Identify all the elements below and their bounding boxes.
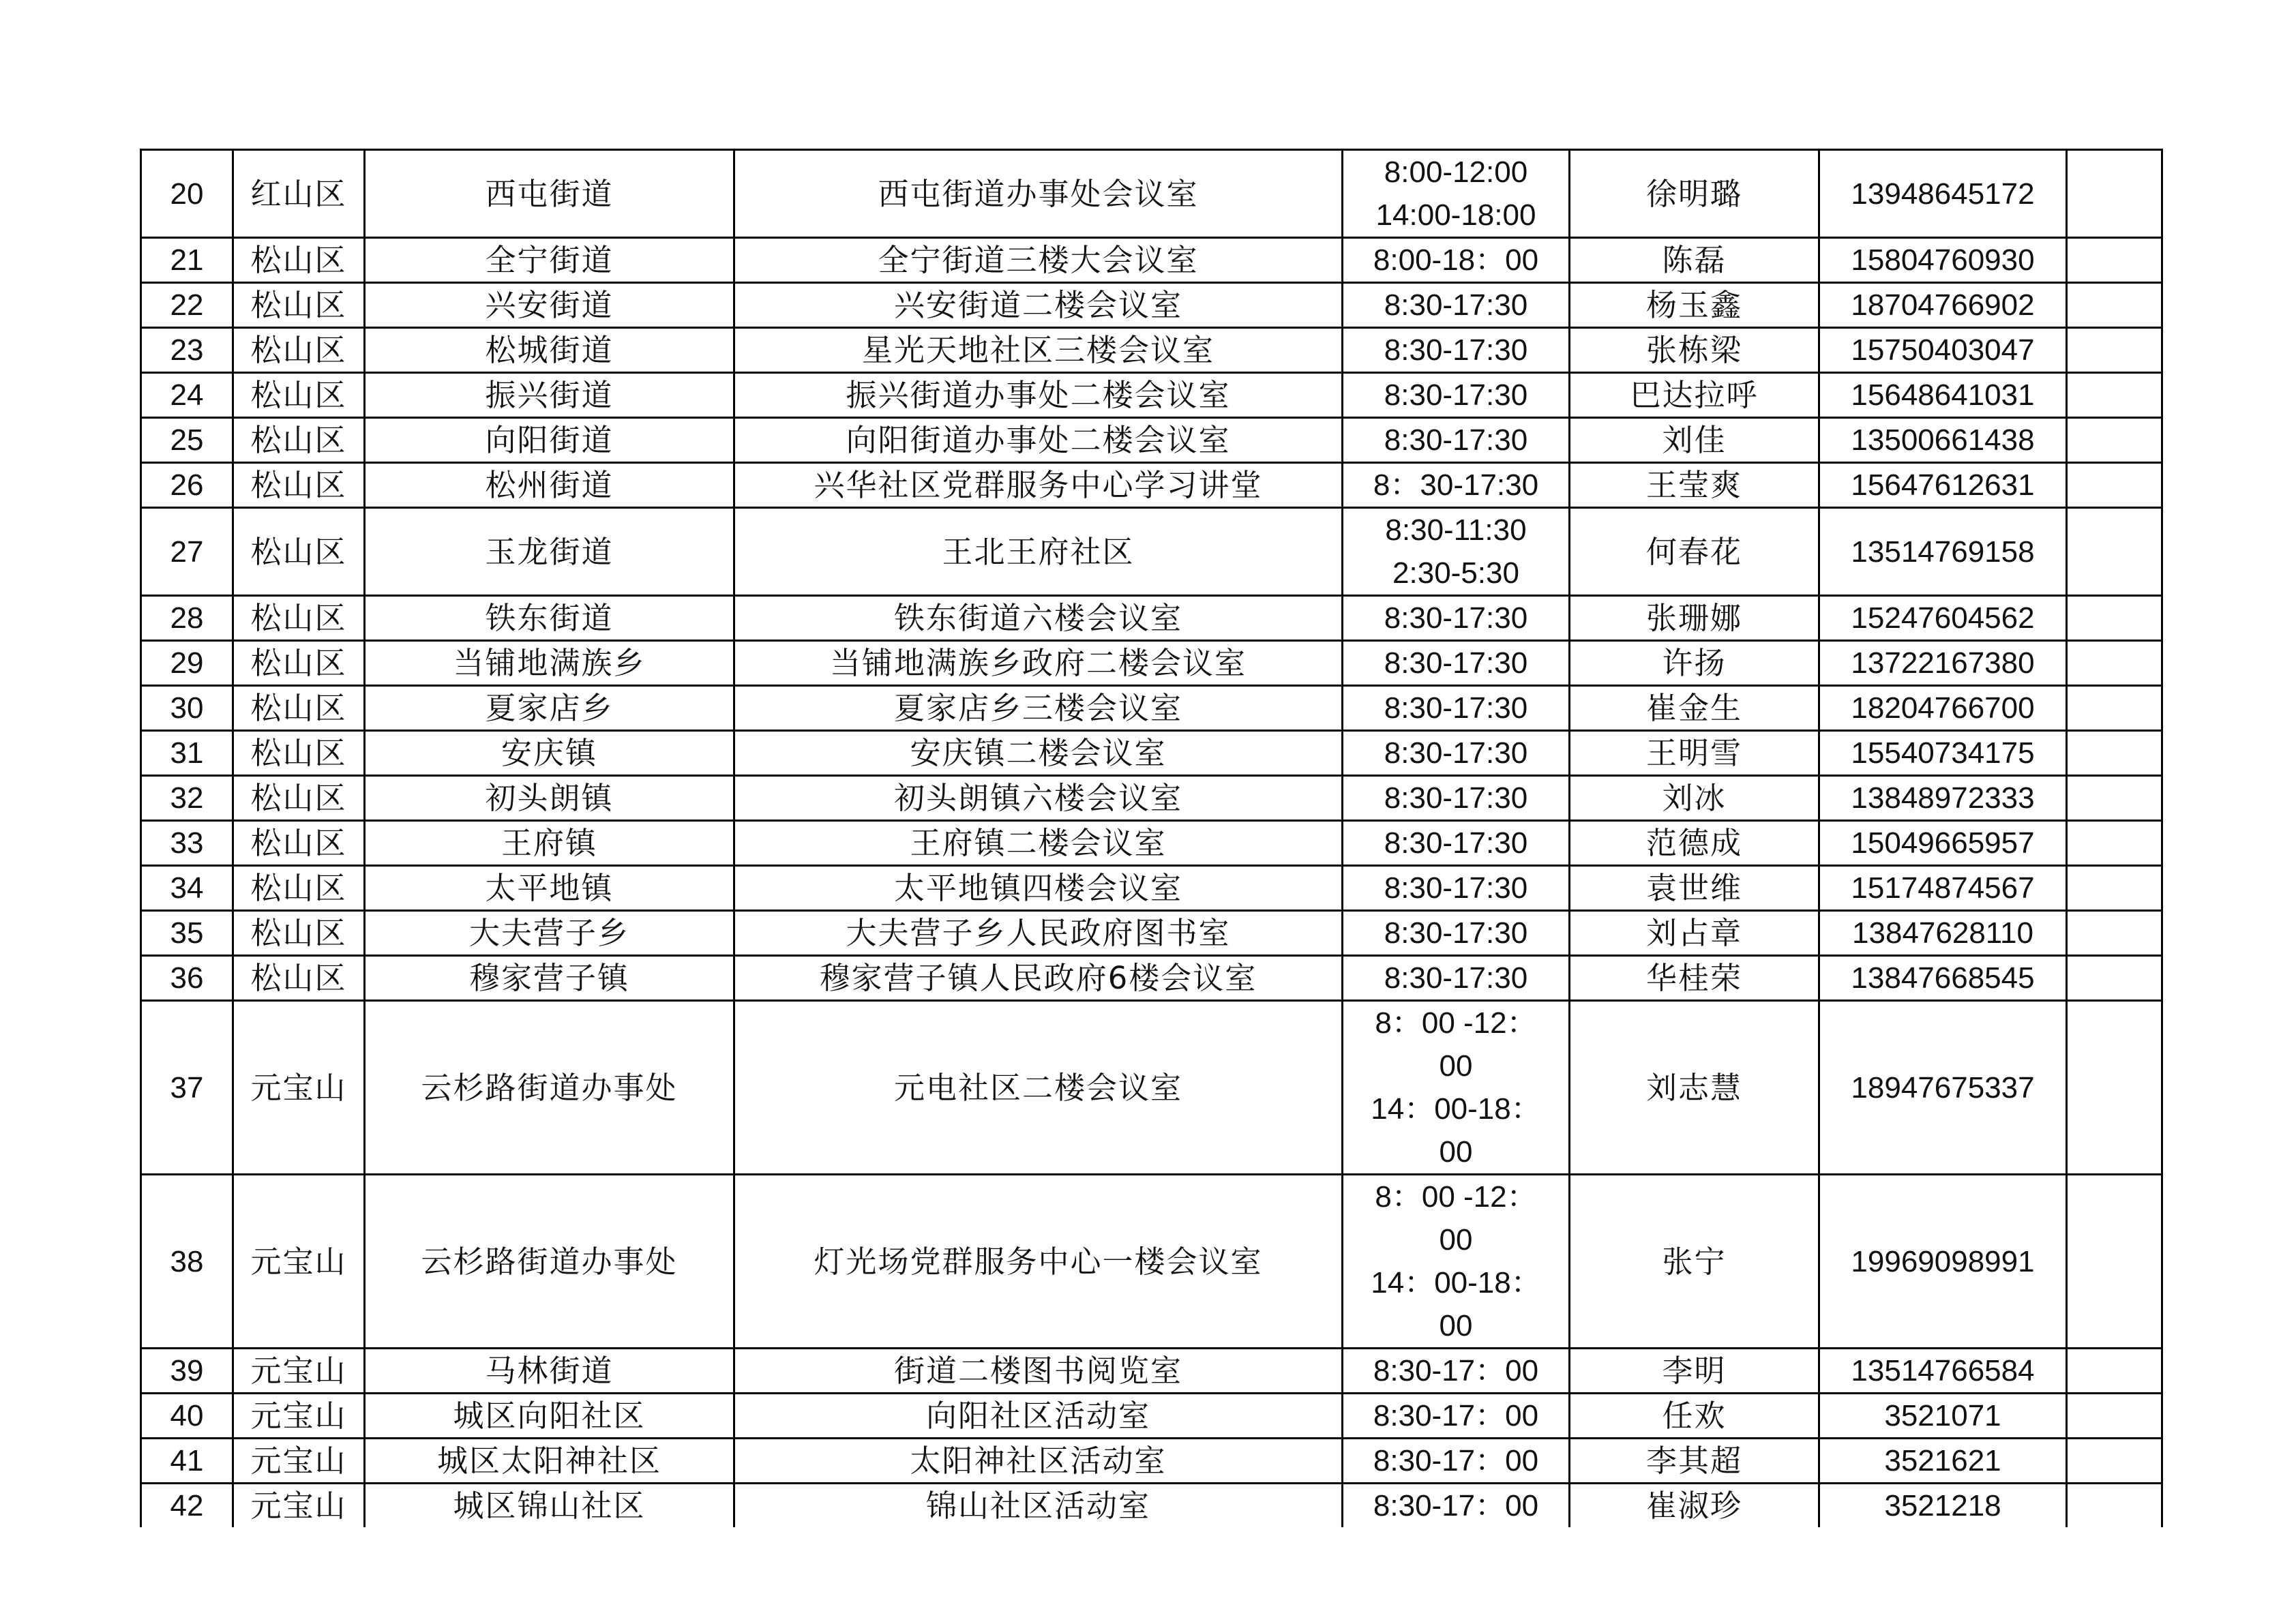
cell-venue: 穆家营子镇人民政府6楼会议室 bbox=[734, 956, 1343, 1001]
cell-phone: 15804760930 bbox=[1819, 238, 2067, 283]
cell-district: 松山区 bbox=[233, 821, 365, 866]
cell-venue: 王北王府社区 bbox=[734, 508, 1343, 596]
cell-phone: 15648641031 bbox=[1819, 373, 2067, 418]
table-row bbox=[141, 956, 2162, 1001]
cell-phone: 18704766902 bbox=[1819, 283, 2067, 328]
cell-venue: 兴华社区党群服务中心学习讲堂 bbox=[734, 463, 1343, 508]
cell-contact: 王明雪 bbox=[1570, 731, 1819, 776]
cell-index: 20 bbox=[141, 150, 233, 238]
cell-phone: 13500661438 bbox=[1819, 418, 2067, 463]
cell-index: 32 bbox=[141, 776, 233, 821]
cell-index: 41 bbox=[141, 1439, 233, 1484]
cell-time: 8:30-17：00 bbox=[1343, 1394, 1570, 1439]
cell-index: 34 bbox=[141, 866, 233, 911]
cell-venue: 大夫营子乡人民政府图书室 bbox=[734, 911, 1343, 956]
cell-note bbox=[2067, 686, 2162, 731]
cell-time: 8:30-17:30 bbox=[1343, 418, 1570, 463]
cell-district: 松山区 bbox=[233, 911, 365, 956]
cell-district: 松山区 bbox=[233, 641, 365, 686]
cell-note bbox=[2067, 1439, 2162, 1484]
cell-time: 8:30-17：00 bbox=[1343, 1439, 1570, 1484]
cell-district: 松山区 bbox=[233, 373, 365, 418]
cell-venue: 铁东街道六楼会议室 bbox=[734, 596, 1343, 641]
cell-district: 元宝山 bbox=[233, 1439, 365, 1484]
cell-venue: 安庆镇二楼会议室 bbox=[734, 731, 1343, 776]
cell-venue: 锦山社区活动室 bbox=[734, 1484, 1343, 1528]
cell-contact: 何春花 bbox=[1570, 508, 1819, 596]
cell-time: 8:00-18：00 bbox=[1343, 238, 1570, 283]
cell-venue: 太阳神社区活动室 bbox=[734, 1439, 1343, 1484]
cell-note bbox=[2067, 508, 2162, 596]
cell-note bbox=[2067, 776, 2162, 821]
cell-phone: 19969098991 bbox=[1819, 1175, 2067, 1349]
cell-time: 8:30-17：00 bbox=[1343, 1484, 1570, 1528]
cell-index: 22 bbox=[141, 283, 233, 328]
cell-contact: 李明 bbox=[1570, 1349, 1819, 1394]
cell-street: 铁东街道 bbox=[365, 596, 734, 641]
cell-phone: 13847668545 bbox=[1819, 956, 2067, 1001]
cell-note bbox=[2067, 641, 2162, 686]
cell-index: 36 bbox=[141, 956, 233, 1001]
cell-note bbox=[2067, 1175, 2162, 1349]
cell-contact: 袁世维 bbox=[1570, 866, 1819, 911]
table-row bbox=[141, 731, 2162, 776]
cell-note bbox=[2067, 866, 2162, 911]
cell-district: 松山区 bbox=[233, 283, 365, 328]
cell-phone: 3521621 bbox=[1819, 1439, 2067, 1484]
cell-time: 8:30-17:30 bbox=[1343, 731, 1570, 776]
cell-street: 松城街道 bbox=[365, 328, 734, 373]
cell-contact: 刘佳 bbox=[1570, 418, 1819, 463]
cell-street: 安庆镇 bbox=[365, 731, 734, 776]
cell-time: 8:30-17:30 bbox=[1343, 283, 1570, 328]
cell-district: 松山区 bbox=[233, 956, 365, 1001]
cell-contact: 刘志慧 bbox=[1570, 1001, 1819, 1175]
cell-note bbox=[2067, 328, 2162, 373]
cell-street: 云杉路街道办事处 bbox=[365, 1001, 734, 1175]
cell-contact: 刘冰 bbox=[1570, 776, 1819, 821]
table-row bbox=[141, 283, 2162, 328]
cell-time: 8:30-17:30 bbox=[1343, 911, 1570, 956]
cell-district: 松山区 bbox=[233, 238, 365, 283]
cell-district: 元宝山 bbox=[233, 1394, 365, 1439]
cell-street: 云杉路街道办事处 bbox=[365, 1175, 734, 1349]
cell-time: 8:30-17:30 bbox=[1343, 686, 1570, 731]
cell-time: 8:00-12:00 14:00-18:00 bbox=[1343, 150, 1570, 238]
cell-index: 33 bbox=[141, 821, 233, 866]
cell-contact: 张宁 bbox=[1570, 1175, 1819, 1349]
table-row bbox=[141, 596, 2162, 641]
cell-contact: 张珊娜 bbox=[1570, 596, 1819, 641]
cell-contact: 李其超 bbox=[1570, 1439, 1819, 1484]
table-row bbox=[141, 1175, 2162, 1349]
cell-index: 38 bbox=[141, 1175, 233, 1349]
cell-contact: 王莹爽 bbox=[1570, 463, 1819, 508]
cell-note bbox=[2067, 1349, 2162, 1394]
table-row bbox=[141, 776, 2162, 821]
cell-contact: 崔淑珍 bbox=[1570, 1484, 1819, 1528]
cell-time: 8：00 -12： 00 14：00-18： 00 bbox=[1343, 1001, 1570, 1175]
cell-venue: 全宁街道三楼大会议室 bbox=[734, 238, 1343, 283]
cell-note bbox=[2067, 283, 2162, 328]
cell-district: 元宝山 bbox=[233, 1349, 365, 1394]
cell-district: 松山区 bbox=[233, 418, 365, 463]
cell-venue: 王府镇二楼会议室 bbox=[734, 821, 1343, 866]
cell-contact: 崔金生 bbox=[1570, 686, 1819, 731]
cell-contact: 华桂荣 bbox=[1570, 956, 1819, 1001]
cell-index: 39 bbox=[141, 1349, 233, 1394]
cell-street: 兴安街道 bbox=[365, 283, 734, 328]
table-body bbox=[141, 150, 2162, 1528]
cell-time: 8:30-17:30 bbox=[1343, 596, 1570, 641]
cell-street: 振兴街道 bbox=[365, 373, 734, 418]
cell-contact: 巴达拉呼 bbox=[1570, 373, 1819, 418]
cell-index: 21 bbox=[141, 238, 233, 283]
table-row bbox=[141, 821, 2162, 866]
cell-contact: 范德成 bbox=[1570, 821, 1819, 866]
cell-venue: 太平地镇四楼会议室 bbox=[734, 866, 1343, 911]
cell-phone: 15750403047 bbox=[1819, 328, 2067, 373]
cell-district: 松山区 bbox=[233, 776, 365, 821]
cell-street: 太平地镇 bbox=[365, 866, 734, 911]
cell-contact: 陈磊 bbox=[1570, 238, 1819, 283]
cell-index: 37 bbox=[141, 1001, 233, 1175]
cell-district: 元宝山 bbox=[233, 1175, 365, 1349]
table-row bbox=[141, 1394, 2162, 1439]
cell-note bbox=[2067, 596, 2162, 641]
cell-note bbox=[2067, 418, 2162, 463]
cell-index: 24 bbox=[141, 373, 233, 418]
cell-phone: 13722167380 bbox=[1819, 641, 2067, 686]
table-row bbox=[141, 1439, 2162, 1484]
cell-street: 王府镇 bbox=[365, 821, 734, 866]
cell-time: 8:30-17:30 bbox=[1343, 641, 1570, 686]
cell-venue: 当铺地满族乡政府二楼会议室 bbox=[734, 641, 1343, 686]
registration-table bbox=[140, 149, 2163, 1527]
cell-time: 8:30-17:30 bbox=[1343, 776, 1570, 821]
cell-time: 8:30-17：00 bbox=[1343, 1349, 1570, 1394]
table-row bbox=[141, 1349, 2162, 1394]
cell-time: 8:30-17:30 bbox=[1343, 328, 1570, 373]
cell-phone: 15540734175 bbox=[1819, 731, 2067, 776]
table-row bbox=[141, 418, 2162, 463]
cell-venue: 向阳街道办事处二楼会议室 bbox=[734, 418, 1343, 463]
cell-street: 马林街道 bbox=[365, 1349, 734, 1394]
cell-phone: 15647612631 bbox=[1819, 463, 2067, 508]
table-row bbox=[141, 911, 2162, 956]
cell-index: 29 bbox=[141, 641, 233, 686]
cell-street: 穆家营子镇 bbox=[365, 956, 734, 1001]
cell-phone: 13847628110 bbox=[1819, 911, 2067, 956]
cell-phone: 3521071 bbox=[1819, 1394, 2067, 1439]
cell-note bbox=[2067, 911, 2162, 956]
cell-phone: 18947675337 bbox=[1819, 1001, 2067, 1175]
cell-index: 25 bbox=[141, 418, 233, 463]
cell-phone: 13514769158 bbox=[1819, 508, 2067, 596]
cell-venue: 星光天地社区三楼会议室 bbox=[734, 328, 1343, 373]
table-row bbox=[141, 373, 2162, 418]
cell-time: 8:30-17:30 bbox=[1343, 373, 1570, 418]
cell-street: 城区锦山社区 bbox=[365, 1484, 734, 1528]
cell-district: 松山区 bbox=[233, 463, 365, 508]
cell-district: 松山区 bbox=[233, 328, 365, 373]
cell-venue: 元电社区二楼会议室 bbox=[734, 1001, 1343, 1175]
cell-venue: 向阳社区活动室 bbox=[734, 1394, 1343, 1439]
cell-district: 松山区 bbox=[233, 731, 365, 776]
cell-phone: 3521218 bbox=[1819, 1484, 2067, 1528]
cell-district: 松山区 bbox=[233, 686, 365, 731]
cell-note bbox=[2067, 373, 2162, 418]
cell-street: 初头朗镇 bbox=[365, 776, 734, 821]
cell-phone: 15247604562 bbox=[1819, 596, 2067, 641]
cell-index: 35 bbox=[141, 911, 233, 956]
cell-venue: 初头朗镇六楼会议室 bbox=[734, 776, 1343, 821]
cell-contact: 杨玉鑫 bbox=[1570, 283, 1819, 328]
cell-time: 8：00 -12： 00 14：00-18： 00 bbox=[1343, 1175, 1570, 1349]
cell-street: 玉龙街道 bbox=[365, 508, 734, 596]
cell-time: 8:30-17:30 bbox=[1343, 866, 1570, 911]
cell-district: 松山区 bbox=[233, 866, 365, 911]
cell-contact: 徐明璐 bbox=[1570, 150, 1819, 238]
cell-phone: 15174874567 bbox=[1819, 866, 2067, 911]
cell-phone: 13514766584 bbox=[1819, 1349, 2067, 1394]
cell-venue: 灯光场党群服务中心一楼会议室 bbox=[734, 1175, 1343, 1349]
cell-note bbox=[2067, 1394, 2162, 1439]
cell-venue: 街道二楼图书阅览室 bbox=[734, 1349, 1343, 1394]
cell-venue: 夏家店乡三楼会议室 bbox=[734, 686, 1343, 731]
table-row bbox=[141, 463, 2162, 508]
cell-phone: 15049665957 bbox=[1819, 821, 2067, 866]
cell-phone: 18204766700 bbox=[1819, 686, 2067, 731]
cell-index: 40 bbox=[141, 1394, 233, 1439]
cell-street: 全宁街道 bbox=[365, 238, 734, 283]
cell-note bbox=[2067, 821, 2162, 866]
cell-street: 大夫营子乡 bbox=[365, 911, 734, 956]
cell-note bbox=[2067, 238, 2162, 283]
cell-index: 27 bbox=[141, 508, 233, 596]
cell-time: 8：30-17:30 bbox=[1343, 463, 1570, 508]
cell-index: 28 bbox=[141, 596, 233, 641]
cell-note bbox=[2067, 731, 2162, 776]
cell-venue: 振兴街道办事处二楼会议室 bbox=[734, 373, 1343, 418]
cell-phone: 13848972333 bbox=[1819, 776, 2067, 821]
cell-note bbox=[2067, 956, 2162, 1001]
table-row bbox=[141, 1484, 2162, 1528]
table-row bbox=[141, 866, 2162, 911]
cell-phone: 13948645172 bbox=[1819, 150, 2067, 238]
cell-note bbox=[2067, 1484, 2162, 1528]
cell-district: 红山区 bbox=[233, 150, 365, 238]
cell-district: 元宝山 bbox=[233, 1001, 365, 1175]
cell-time: 8:30-17:30 bbox=[1343, 821, 1570, 866]
cell-district: 松山区 bbox=[233, 596, 365, 641]
cell-note bbox=[2067, 150, 2162, 238]
cell-district: 元宝山 bbox=[233, 1484, 365, 1528]
cell-venue: 西屯街道办事处会议室 bbox=[734, 150, 1343, 238]
table-row bbox=[141, 150, 2162, 238]
table-row bbox=[141, 686, 2162, 731]
cell-street: 城区太阳神社区 bbox=[365, 1439, 734, 1484]
table-row bbox=[141, 238, 2162, 283]
cell-contact: 任欢 bbox=[1570, 1394, 1819, 1439]
cell-contact: 刘占章 bbox=[1570, 911, 1819, 956]
cell-district: 松山区 bbox=[233, 508, 365, 596]
cell-street: 西屯街道 bbox=[365, 150, 734, 238]
cell-note bbox=[2067, 1001, 2162, 1175]
cell-street: 当铺地满族乡 bbox=[365, 641, 734, 686]
table-row bbox=[141, 508, 2162, 596]
table-row bbox=[141, 1001, 2162, 1175]
table-row bbox=[141, 328, 2162, 373]
cell-index: 26 bbox=[141, 463, 233, 508]
cell-index: 23 bbox=[141, 328, 233, 373]
cell-street: 城区向阳社区 bbox=[365, 1394, 734, 1439]
cell-street: 夏家店乡 bbox=[365, 686, 734, 731]
cell-index: 30 bbox=[141, 686, 233, 731]
cell-contact: 张栋梁 bbox=[1570, 328, 1819, 373]
cell-street: 松州街道 bbox=[365, 463, 734, 508]
cell-street: 向阳街道 bbox=[365, 418, 734, 463]
cell-contact: 许扬 bbox=[1570, 641, 1819, 686]
cell-index: 31 bbox=[141, 731, 233, 776]
cell-venue: 兴安街道二楼会议室 bbox=[734, 283, 1343, 328]
table-row bbox=[141, 641, 2162, 686]
cell-note bbox=[2067, 463, 2162, 508]
cell-time: 8:30-17:30 bbox=[1343, 956, 1570, 1001]
cell-index: 42 bbox=[141, 1484, 233, 1528]
cell-time: 8:30-11:30 2:30-5:30 bbox=[1343, 508, 1570, 596]
